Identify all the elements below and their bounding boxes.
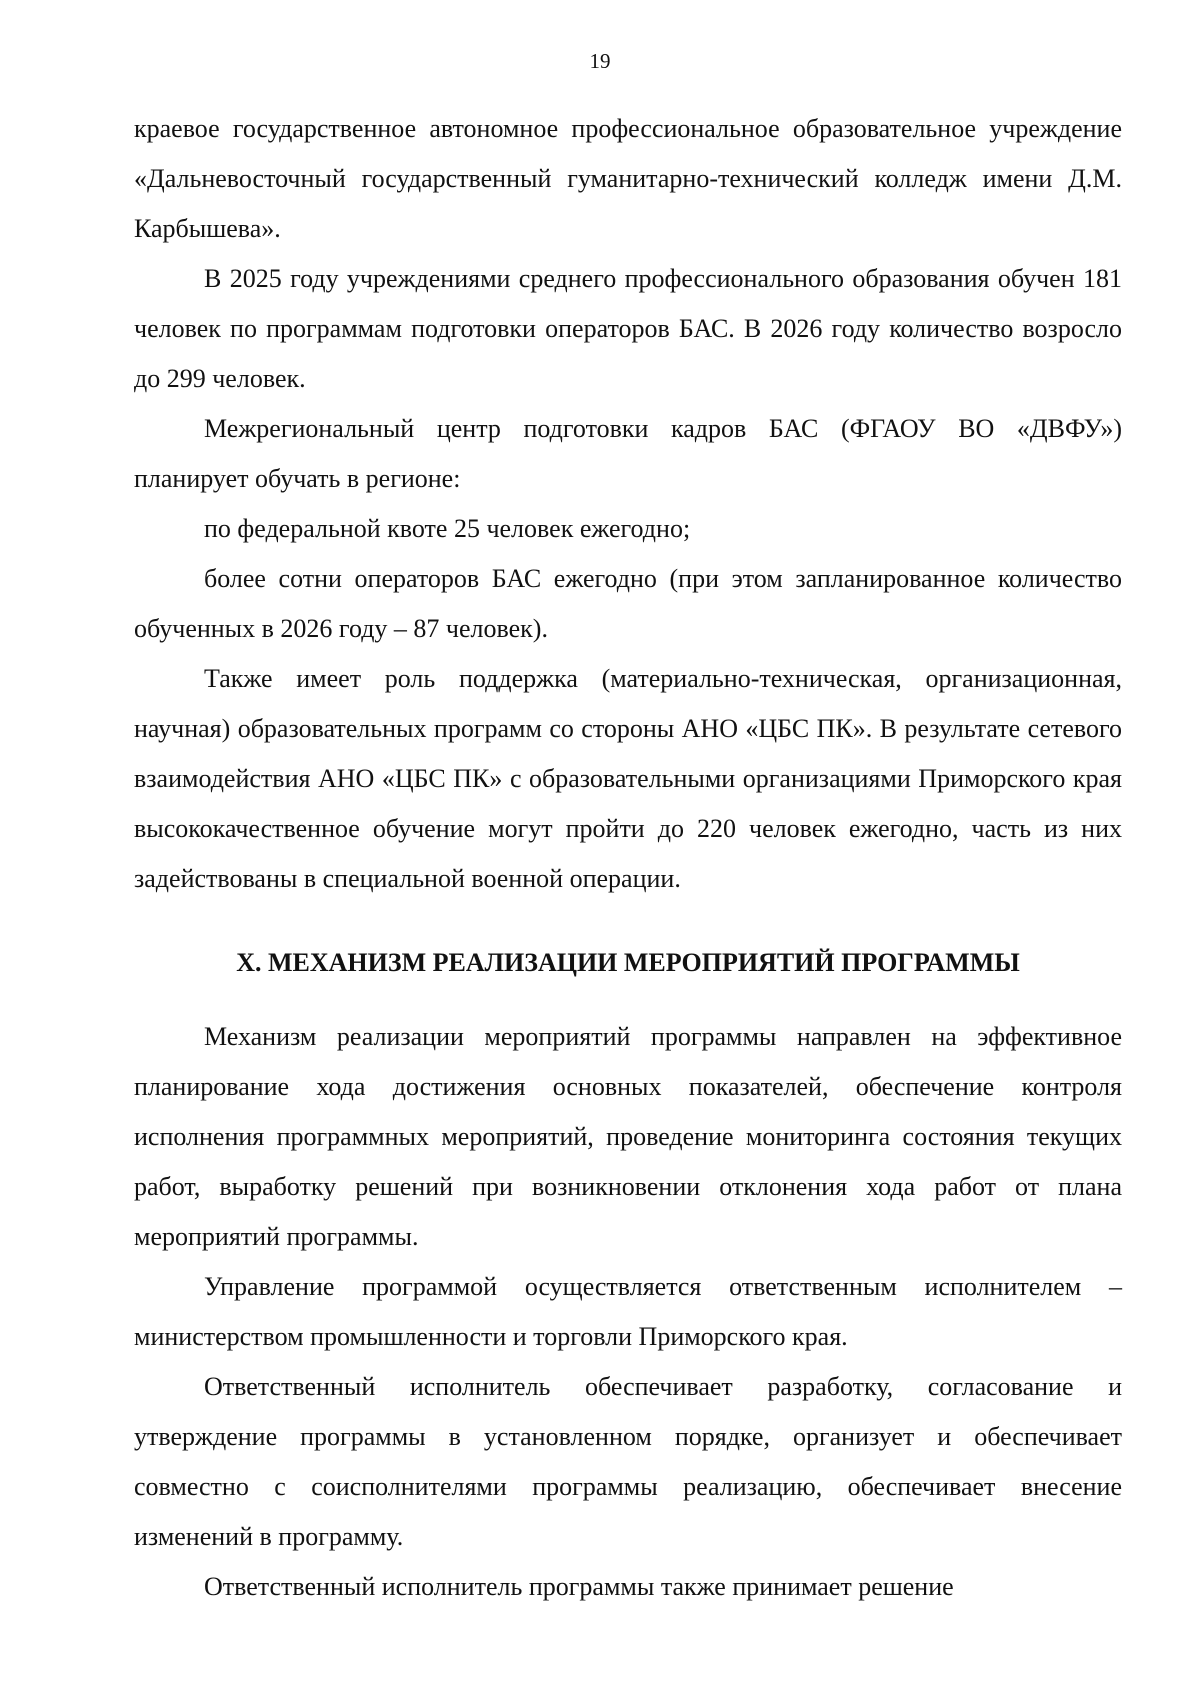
paragraph: Также имеет роль поддержка (материально-техническая, организационная, научная) образовательных программ со стороны АНО «ЦБС ПК». В результате сетевого взаимодействия АНО «ЦБС ПК» с образовательными организациями Приморского края высококачественное обучение могут пройти до 220 человек ежегодно, часть из них задействованы в специальной военной операции. [134,664,1122,893]
paragraph: краевое государственное автономное профессиональное образовательное учреждение «Дальневосточный государственный гуманитарно-технический колледж имени Д.М. Карбышева». [134,114,1122,243]
paragraph: Ответственный исполнитель программы также принимает решение [204,1572,954,1601]
document-body [134,104,1122,1612]
paragraph: по федеральной квоте 25 человек ежегодно; [204,514,691,543]
page-number: 19 [589,49,611,73]
paragraph: Механизм реализации мероприятий программы направлен на эффективное планирование хода достижения основных показателей, обеспечение контроля исполнения программных мероприятий, проведение мониторинга состояния текущих работ, выработку решений при возникновении отклонения хода работ от плана мероприятий программы. [134,1022,1122,1251]
paragraph: В 2025 году учреждениями среднего профессионального образования обучен 181 человек по программам подготовки операторов БАС. В 2026 году количество возросло до 299 человек. [134,264,1122,393]
paragraph: Управление программой осуществляется ответственным исполнителем – министерством промышленности и торговли Приморского края. [134,1272,1122,1351]
paragraph: Ответственный исполнитель обеспечивает разработку, согласование и утверждение программы в установленном порядке, организует и обеспечивает совместно с соисполнителями программы реализацию, обеспечивает внесение изменений в программу. [134,1372,1122,1551]
paragraph: более сотни операторов БАС ежегодно (при этом запланированное количество обученных в 2026 году – 87 человек). [134,564,1122,643]
section-heading: X. МЕХАНИЗМ РЕАЛИЗАЦИИ МЕРОПРИЯТИЙ ПРОГРАММЫ [236,948,1020,977]
paragraph: Межрегиональный центр подготовки кадров БАС (ФГАОУ ВО «ДВФУ») планирует обучать в регионе: [134,414,1122,493]
